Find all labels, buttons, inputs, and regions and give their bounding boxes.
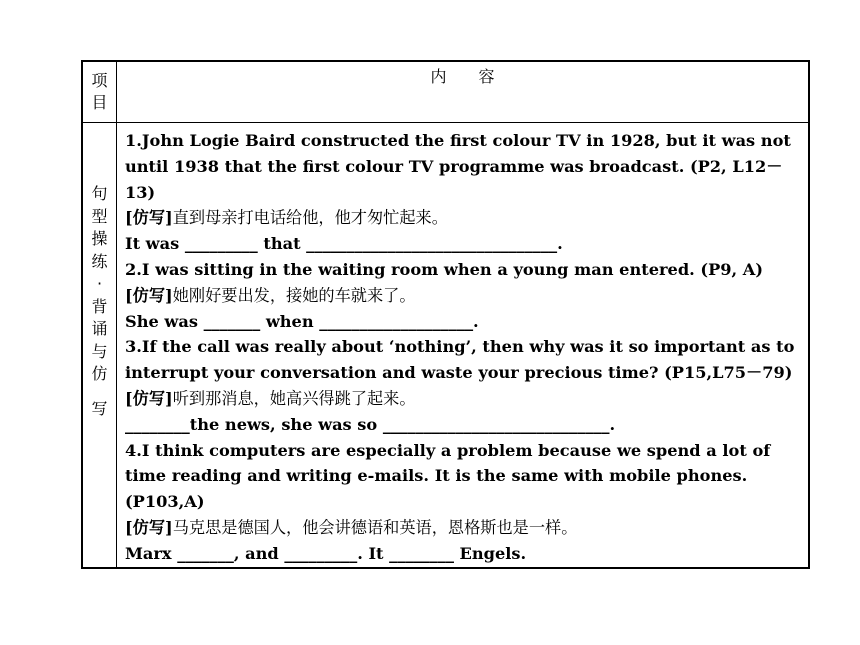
section-label-char: 练 xyxy=(91,251,108,271)
section-label-char: 诵 xyxy=(91,319,108,338)
chinese-prompt: 听到那消息，她高兴得跳了起来。 xyxy=(172,388,416,408)
header-item-column xyxy=(83,62,116,122)
imitation-tag: [仿写] xyxy=(125,517,173,537)
section-label-char: 写 xyxy=(91,398,108,418)
sentence-line: time reading and writing e-mails. It is the same with mobile phones. xyxy=(125,466,748,486)
fill-in-line: She was _______ when ___________________. xyxy=(125,311,479,331)
sentence-line: (P103,A) xyxy=(125,492,205,512)
section-label xyxy=(83,123,116,567)
imitation-tag: [仿写] xyxy=(125,208,173,228)
chinese-prompt: 马克思是德国人，他会讲德语和英语，恩格斯也是一样。 xyxy=(172,517,578,537)
section-label-char: 型 xyxy=(91,206,108,226)
sentence-line: interrupt your conversation and waste your precious time? (P15,L75－79) xyxy=(125,363,793,383)
fill-in-line: It was _________ that _______________________________. xyxy=(125,234,563,254)
sentence-line: 3.If the call was really about ‘nothing’, then why was it so important as to xyxy=(125,337,795,357)
header-item-char: 项 xyxy=(91,71,108,90)
imitation-prompt xyxy=(125,386,808,412)
sentence-line: 13) xyxy=(125,182,156,202)
sentence-line: 1.John Logie Baird constructed the first colour TV in 1928, but it was not xyxy=(125,131,791,150)
sentence-line: 4.I think computers are especially a problem because we spend a lot of xyxy=(125,440,771,460)
section-label-char: 仿 xyxy=(91,364,108,383)
section-label-char: 与 xyxy=(91,341,108,361)
imitation-prompt xyxy=(125,205,808,231)
header-content-title: 内 容 xyxy=(430,67,495,86)
sentence-line: until 1938 that the first colour TV programme was broadcast. (P2, L12－ xyxy=(125,156,783,176)
exercise-table xyxy=(81,60,810,569)
sentence-line: 2.I was sitting in the waiting room when a young man entered. (P9, A) xyxy=(125,259,764,279)
imitation-tag: [仿写] xyxy=(125,388,173,408)
fill-in-line: Marx _______, and _________. It ________ Engels. xyxy=(125,543,527,563)
imitation-prompt xyxy=(125,515,808,541)
section-label-char: 操 xyxy=(91,229,108,248)
content-body xyxy=(125,128,808,567)
section-label-char: 句 xyxy=(91,184,108,203)
imitation-prompt xyxy=(125,283,808,309)
header-divider xyxy=(83,122,808,123)
section-label-char: 背 xyxy=(91,296,108,316)
fill-in-line: ________the news, she was so ____________________________. xyxy=(125,414,616,434)
header-item-char: 目 xyxy=(91,93,108,112)
chinese-prompt: 她刚好要出发，接她的车就来了。 xyxy=(172,285,416,305)
section-label-char: · xyxy=(96,274,103,293)
imitation-tag: [仿写] xyxy=(125,285,173,305)
column-divider xyxy=(116,62,117,567)
chinese-prompt: 直到母亲打电话给他，他才匆忙起来。 xyxy=(172,208,448,228)
